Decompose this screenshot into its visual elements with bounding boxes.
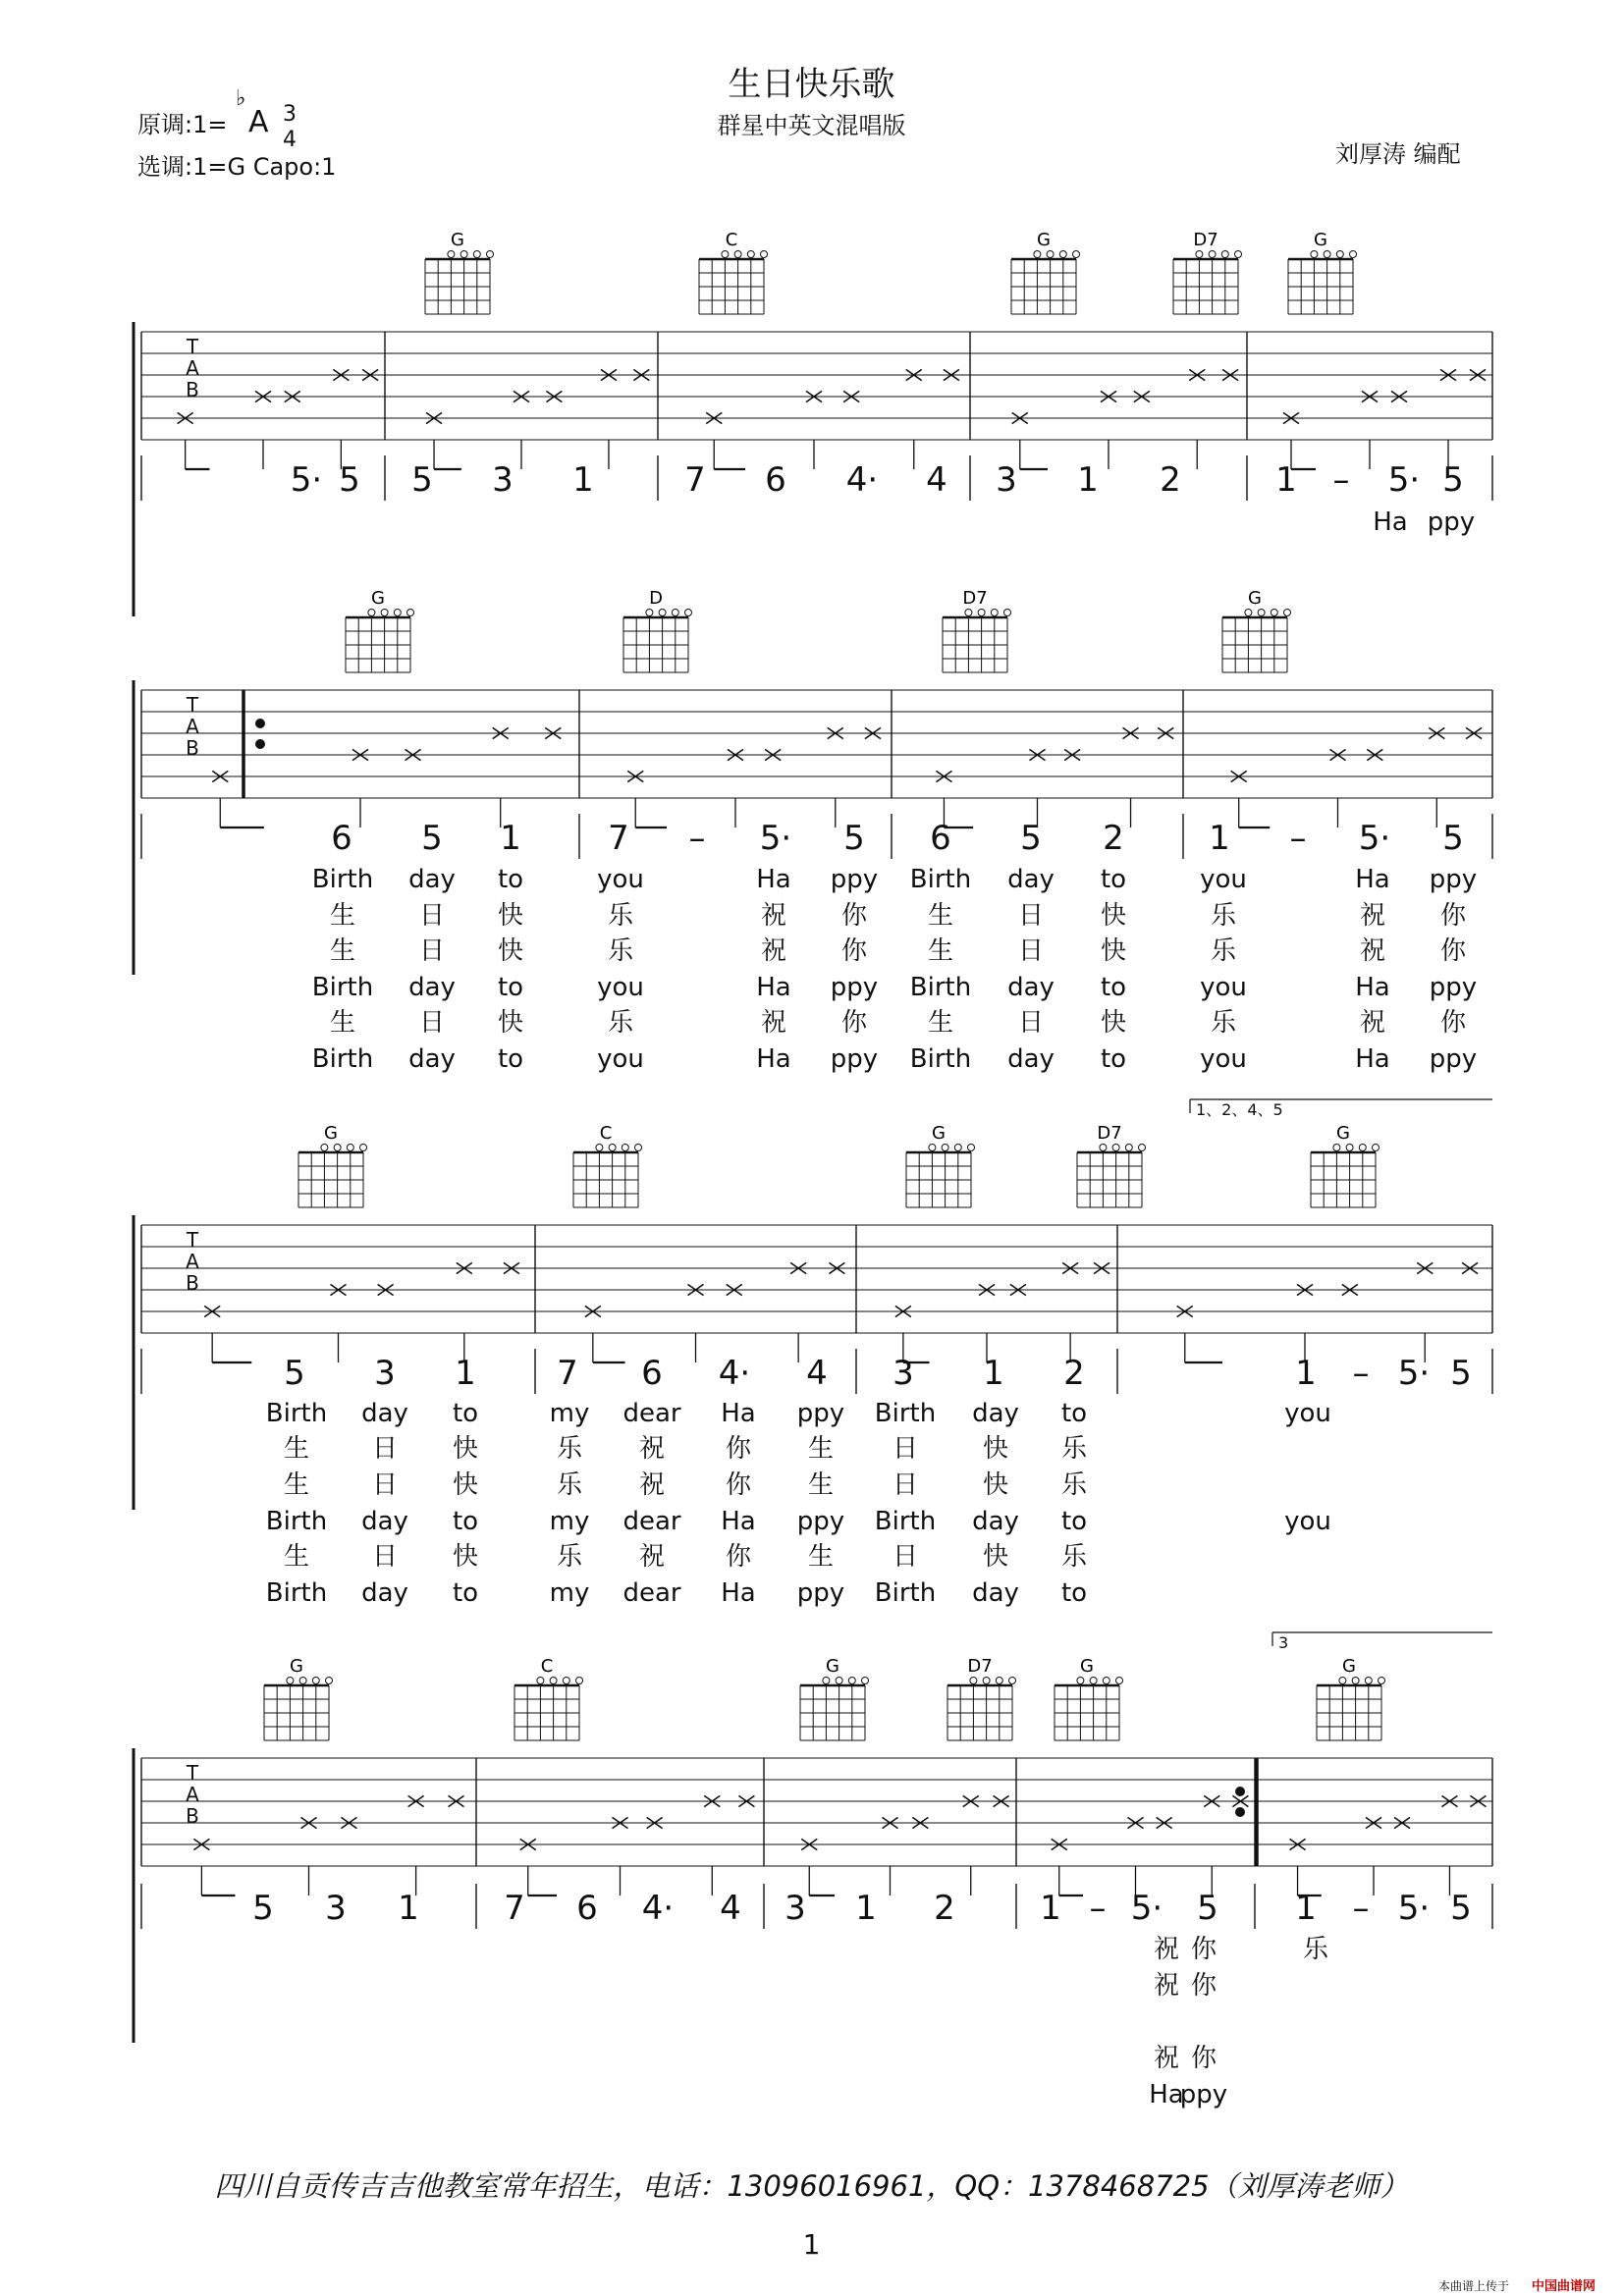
lyric-word: 生 <box>927 901 954 931</box>
lyric-word: 快 <box>497 936 524 966</box>
jianpu-note: 5 <box>421 819 443 858</box>
lyric-word: ppy <box>1429 973 1478 1002</box>
lyric-word: 日 <box>892 1542 919 1572</box>
jianpu-note: 3 <box>784 1889 806 1928</box>
lyric-word: 你 <box>725 1434 752 1464</box>
lyric-word: 日 <box>1017 1008 1045 1038</box>
jianpu-note: 5 <box>1450 1354 1472 1393</box>
jianpu-note: – <box>1289 819 1307 858</box>
chord-name: G <box>451 230 464 250</box>
lyric-word: Birth <box>265 1507 328 1536</box>
lyric-word: day <box>408 865 456 894</box>
chord-name: C <box>540 1656 554 1677</box>
lyric-word: 生 <box>329 1008 356 1038</box>
chord-name: G <box>290 1656 303 1677</box>
song-subtitle: 群星中英文混唱版 <box>717 112 906 139</box>
jianpu-note: 5 <box>284 1354 305 1393</box>
jianpu-note: 5 <box>1442 819 1464 858</box>
tab-clef-letter: T <box>186 693 199 717</box>
chord-diagram-g <box>1222 588 1291 672</box>
lyric-word: to <box>452 1507 479 1536</box>
jianpu-note: 5· <box>1397 1889 1431 1928</box>
lyric-word: 祝 <box>1359 901 1386 931</box>
jianpu-note: 5· <box>1130 1889 1163 1928</box>
lyric-word: 快 <box>982 1434 1009 1464</box>
repeat-dot <box>255 719 265 728</box>
lyric-word: dear <box>622 1578 681 1608</box>
jianpu-note: 5 <box>339 460 360 500</box>
jianpu-note: 5· <box>290 460 323 500</box>
chord-name: D7 <box>1097 1123 1122 1144</box>
jianpu-note: 2 <box>1103 819 1124 858</box>
chord-diagram-g <box>1317 1656 1385 1740</box>
lyric-word: 日 <box>371 1542 399 1572</box>
lyric-word: 生 <box>927 936 954 966</box>
lyric-word: Birth <box>874 1507 937 1536</box>
lyric-word: ppy <box>796 1507 845 1536</box>
lyric-word: 生 <box>807 1434 835 1464</box>
lyric-word: 日 <box>418 901 446 931</box>
lyric-word: 日 <box>371 1434 399 1464</box>
lyric-word: Birth <box>874 1399 937 1428</box>
lyric-word: 乐 <box>1060 1470 1088 1500</box>
chord-diagram-g <box>906 1123 975 1207</box>
lyric-word: 快 <box>1100 901 1127 931</box>
tab-clef-letter: A <box>186 1783 199 1806</box>
jianpu-note: 6 <box>331 819 352 858</box>
lyric-word: you <box>1200 865 1247 894</box>
chord-diagram-g <box>1011 230 1080 314</box>
jianpu-note: 6 <box>576 1889 598 1928</box>
lyric-word: Birth <box>909 1044 972 1074</box>
chord-name: G <box>1248 588 1262 609</box>
lyric-word: Ha <box>1149 2080 1184 2109</box>
jianpu-note: 4· <box>718 1354 751 1393</box>
lyric-word: day <box>1007 1044 1055 1074</box>
lyric-word: 你 <box>725 1470 752 1500</box>
lyric-word: you <box>1284 1399 1331 1428</box>
chord-name: G <box>826 1656 839 1677</box>
lyric-word: my <box>549 1578 590 1608</box>
lyric-word: day <box>361 1399 408 1428</box>
jianpu-note: 1 <box>1077 460 1099 500</box>
lyric-word: day <box>361 1578 408 1608</box>
lyric-word: Ha <box>721 1399 756 1428</box>
lyric-word: to <box>1100 1044 1127 1074</box>
tab-clef-letter: A <box>186 715 199 738</box>
jianpu-note: 1 <box>1040 1889 1061 1928</box>
lyric-word: Birth <box>311 865 374 894</box>
lyric-word: Birth <box>265 1399 328 1428</box>
jianpu-note: 4 <box>926 460 947 500</box>
lyric-word: my <box>549 1399 590 1428</box>
chord-name: G <box>1314 230 1327 250</box>
jianpu-note: 5 <box>1020 819 1042 858</box>
jianpu-note: – <box>1089 1889 1107 1928</box>
lyric-word: 乐 <box>607 1008 634 1038</box>
chord-name: D7 <box>967 1656 993 1677</box>
jianpu-note: 2 <box>934 1889 955 1928</box>
lyric-word: 祝 <box>1153 1971 1180 2001</box>
jianpu-note: 3 <box>893 1354 914 1393</box>
lyric-word: you <box>1284 1507 1331 1536</box>
chord-diagram-d <box>623 588 692 672</box>
lyric-word: ppy <box>830 1044 879 1074</box>
lyric-word: 乐 <box>556 1470 583 1500</box>
lyric-word: ppy <box>1179 2080 1228 2109</box>
chord-name: C <box>725 230 738 250</box>
chord-diagram-d7 <box>943 588 1011 672</box>
jianpu-note: 5 <box>411 460 433 500</box>
chord-diagram-c <box>699 230 768 314</box>
lyric-word: day <box>361 1507 408 1536</box>
lyric-word: you <box>1200 1044 1247 1074</box>
lyric-word: 快 <box>982 1542 1009 1572</box>
lyric-word: to <box>452 1578 479 1608</box>
lyric-word: Birth <box>909 865 972 894</box>
lyric-word: 乐 <box>556 1434 583 1464</box>
jianpu-note: 5· <box>759 819 792 858</box>
jianpu-note: 7 <box>557 1354 578 1393</box>
jianpu-note: 5 <box>1197 1889 1218 1928</box>
lyric-word: ppy <box>1429 1044 1478 1074</box>
repeat-dot <box>1235 1807 1245 1817</box>
jianpu-note: 4· <box>845 460 879 500</box>
lyric-word: 快 <box>1100 1008 1127 1038</box>
original-key-note: A <box>248 105 269 139</box>
lyric-word: 日 <box>418 936 446 966</box>
jianpu-note: 5· <box>1387 460 1421 500</box>
lyric-word: 快 <box>452 1470 479 1500</box>
lyric-word: 你 <box>1439 901 1467 931</box>
jianpu-note: 6 <box>765 460 786 500</box>
lyric-word: ppy <box>796 1399 845 1428</box>
chord-diagram-d7 <box>1173 230 1242 314</box>
jianpu-note: 1 <box>572 460 594 500</box>
jianpu-note: 1 <box>855 1889 877 1928</box>
lyric-word: dear <box>622 1507 681 1536</box>
chord-diagram-g <box>298 1123 367 1207</box>
chord-diagram-d7 <box>947 1656 1016 1740</box>
original-key-prefix: 原调:1= <box>137 111 228 138</box>
jianpu-note: 1 <box>455 1354 476 1393</box>
lyric-word: 祝 <box>1153 1935 1180 1964</box>
chord-diagram-g <box>1311 1123 1380 1207</box>
jianpu-note: – <box>688 819 706 858</box>
lyric-word: 乐 <box>556 1542 583 1572</box>
jianpu-note: 5· <box>1358 819 1391 858</box>
site-mark-logo: 中国曲谱网 <box>1532 2279 1596 2294</box>
jianpu-note: 5 <box>1442 460 1464 500</box>
lyric-word: 乐 <box>607 901 634 931</box>
upload-note: 本曲谱上传于 <box>1438 2279 1510 2293</box>
lyric-word: 日 <box>1017 901 1045 931</box>
jianpu-note: 2 <box>1063 1354 1085 1393</box>
lyric-word: 乐 <box>1210 1008 1237 1038</box>
chord-diagram-c <box>514 1656 583 1740</box>
chord-name: D7 <box>962 588 988 609</box>
lyric-word: 日 <box>371 1470 399 1500</box>
lyric-word: dear <box>622 1399 681 1428</box>
lyric-word: 日 <box>892 1470 919 1500</box>
lyric-word: ppy <box>1429 865 1478 894</box>
page-number: 1 <box>802 2228 821 2261</box>
lyric-word: 乐 <box>1302 1935 1329 1964</box>
jianpu-note: – <box>1332 460 1350 500</box>
arranger: 刘厚涛 编配 <box>1335 140 1461 168</box>
chord-diagram-d7 <box>1077 1123 1146 1207</box>
chord-diagram-g <box>800 1656 869 1740</box>
jianpu-note: 5 <box>252 1889 274 1928</box>
lyric-word: 乐 <box>1060 1542 1088 1572</box>
time-signature-top: 3 <box>283 102 297 127</box>
lyric-word: day <box>408 1044 456 1074</box>
lyric-word: 祝 <box>760 1008 787 1038</box>
lyric-word: ppy <box>1427 507 1476 537</box>
tab-clef-letter: T <box>186 335 199 358</box>
lyric-word: Birth <box>909 973 972 1002</box>
tab-clef-letter: A <box>186 1250 199 1273</box>
chord-diagram-g <box>264 1656 333 1740</box>
chord-diagram-c <box>573 1123 642 1207</box>
jianpu-note: 6 <box>641 1354 663 1393</box>
jianpu-note: 5 <box>843 819 865 858</box>
volta-label: 3 <box>1278 1633 1289 1652</box>
lyric-word: 你 <box>840 901 868 931</box>
lyric-word: 快 <box>497 901 524 931</box>
lyric-word: you <box>597 1044 644 1074</box>
time-signature-bottom: 4 <box>283 128 297 152</box>
lyric-word: 你 <box>725 1542 752 1572</box>
lyric-word: 生 <box>283 1470 310 1500</box>
jianpu-note: 1 <box>1275 460 1297 500</box>
lyric-word: 祝 <box>638 1434 666 1464</box>
lyric-word: Birth <box>311 973 374 1002</box>
lyric-word: 乐 <box>607 936 634 966</box>
jianpu-note: 5· <box>1397 1354 1431 1393</box>
lyric-word: 日 <box>892 1434 919 1464</box>
jianpu-note: 6 <box>930 819 951 858</box>
chord-name: G <box>371 588 385 609</box>
lyric-word: 祝 <box>1153 2044 1180 2073</box>
lyric-word: ppy <box>830 973 879 1002</box>
lyric-word: ppy <box>830 865 879 894</box>
tab-clef-letter: T <box>186 1761 199 1785</box>
lyric-word: 乐 <box>1060 1434 1088 1464</box>
lyric-word: day <box>972 1399 1019 1428</box>
chord-name: C <box>599 1123 613 1144</box>
lyric-word: Ha <box>756 865 791 894</box>
lyric-word: to <box>497 973 524 1002</box>
lyric-word: to <box>1100 865 1127 894</box>
lyric-word: Ha <box>721 1578 756 1608</box>
jianpu-note: 1 <box>983 1354 1004 1393</box>
lyric-word: day <box>1007 973 1055 1002</box>
lyric-word: 日 <box>1017 936 1045 966</box>
lyric-word: to <box>1060 1507 1088 1536</box>
lyric-word: 快 <box>452 1542 479 1572</box>
chord-name: D <box>649 588 663 609</box>
chord-name: D7 <box>1193 230 1218 250</box>
lyric-word: you <box>597 865 644 894</box>
lyric-word: 乐 <box>1210 936 1237 966</box>
lyric-word: ppy <box>796 1578 845 1608</box>
chosen-key: 选调:1=G Capo:1 <box>137 153 337 181</box>
lyric-word: 你 <box>1439 1008 1467 1038</box>
lyric-word: Ha <box>1355 973 1390 1002</box>
lyric-word: 你 <box>840 1008 868 1038</box>
tab-clef-letter: A <box>186 356 199 380</box>
tab-clef-letter: B <box>186 736 199 760</box>
jianpu-note: 1 <box>500 819 521 858</box>
lyric-word: 祝 <box>760 901 787 931</box>
jianpu-note: 4 <box>720 1889 741 1928</box>
jianpu-note: 1 <box>398 1889 419 1928</box>
lyric-word: to <box>1100 973 1127 1002</box>
jianpu-note: – <box>1352 1354 1370 1393</box>
jianpu-note: 7 <box>608 819 629 858</box>
chord-diagram-g <box>1055 1656 1123 1740</box>
chord-diagram-g <box>346 588 414 672</box>
jianpu-note: 1 <box>1209 819 1230 858</box>
chord-name: G <box>324 1123 338 1144</box>
lyric-word: 生 <box>329 901 356 931</box>
jianpu-note: 2 <box>1160 460 1181 500</box>
lyric-word: 快 <box>452 1434 479 1464</box>
volta-label: 1、2、4、5 <box>1196 1100 1283 1119</box>
jianpu-note: 5 <box>1450 1889 1472 1928</box>
lyric-word: 你 <box>1190 1971 1217 2001</box>
chord-name: G <box>1336 1123 1350 1144</box>
lyric-word: to <box>1060 1578 1088 1608</box>
jianpu-note: 3 <box>492 460 514 500</box>
chord-diagram-g <box>425 230 494 314</box>
chord-name: G <box>1080 1656 1094 1677</box>
flat-sign: ♭ <box>236 86 246 111</box>
jianpu-note: 7 <box>684 460 706 500</box>
lyric-word: Ha <box>1373 507 1408 537</box>
lyric-word: day <box>408 973 456 1002</box>
lyric-word: 生 <box>927 1008 954 1038</box>
lyric-word: 祝 <box>1359 1008 1386 1038</box>
chord-name: G <box>932 1123 946 1144</box>
lyric-word: 生 <box>807 1542 835 1572</box>
lyric-word: you <box>597 973 644 1002</box>
lyric-word: 快 <box>497 1008 524 1038</box>
lyric-word: 快 <box>1100 936 1127 966</box>
lyric-word: 日 <box>418 1008 446 1038</box>
jianpu-note: 3 <box>996 460 1017 500</box>
lyric-word: to <box>452 1399 479 1428</box>
chord-diagram-g <box>1288 230 1357 314</box>
lyric-word: 生 <box>283 1542 310 1572</box>
lyric-word: 你 <box>1439 936 1467 966</box>
jianpu-note: 3 <box>374 1354 396 1393</box>
lyric-word: 祝 <box>638 1542 666 1572</box>
jianpu-note: 7 <box>504 1889 525 1928</box>
lyric-word: Ha <box>1355 865 1390 894</box>
lyric-word: 乐 <box>1210 901 1237 931</box>
lyric-word: Ha <box>756 1044 791 1074</box>
lyric-word: 祝 <box>1359 936 1386 966</box>
lyric-word: 快 <box>982 1470 1009 1500</box>
jianpu-note: 3 <box>325 1889 347 1928</box>
lyric-word: 你 <box>1190 2044 1217 2073</box>
lyric-word: 你 <box>1190 1935 1217 1964</box>
tab-clef-letter: B <box>186 1804 199 1828</box>
lyric-word: 祝 <box>760 936 787 966</box>
jianpu-note: 4 <box>806 1354 828 1393</box>
jianpu-note: 1 <box>1295 1354 1317 1393</box>
lyric-word: day <box>972 1578 1019 1608</box>
lyric-word: Ha <box>721 1507 756 1536</box>
lyric-word: to <box>1060 1399 1088 1428</box>
song-title: 生日快乐歌 <box>728 65 895 104</box>
chord-name: G <box>1342 1656 1356 1677</box>
tab-clef-letter: B <box>186 378 199 401</box>
lyric-word: to <box>497 1044 524 1074</box>
lyric-word: my <box>549 1507 590 1536</box>
tab-clef-letter: T <box>186 1228 199 1252</box>
footer-ad: 四川自贡传吉吉他教室常年招生，电话：13096016961，QQ：1378468725（刘厚涛老师） <box>214 2169 1409 2203</box>
lyric-word: 祝 <box>638 1470 666 1500</box>
lyric-word: Ha <box>1355 1044 1390 1074</box>
jianpu-note: 1 <box>1295 1889 1317 1928</box>
tab-clef-letter: B <box>186 1271 199 1295</box>
repeat-dot <box>1235 1787 1245 1796</box>
chord-name: G <box>1037 230 1051 250</box>
lyric-word: Birth <box>265 1578 328 1608</box>
lyric-word: 生 <box>807 1470 835 1500</box>
lyric-word: Birth <box>311 1044 374 1074</box>
lyric-word: 生 <box>329 936 356 966</box>
lyric-word: 你 <box>840 936 868 966</box>
lyric-word: day <box>1007 865 1055 894</box>
jianpu-note: 4· <box>641 1889 675 1928</box>
lyric-word: day <box>972 1507 1019 1536</box>
lyric-word: to <box>497 865 524 894</box>
repeat-dot <box>255 739 265 749</box>
lyric-word: 生 <box>283 1434 310 1464</box>
lyric-word: Ha <box>756 973 791 1002</box>
lyric-word: you <box>1200 973 1247 1002</box>
lyric-word: Birth <box>874 1578 937 1608</box>
jianpu-note: – <box>1352 1889 1370 1928</box>
